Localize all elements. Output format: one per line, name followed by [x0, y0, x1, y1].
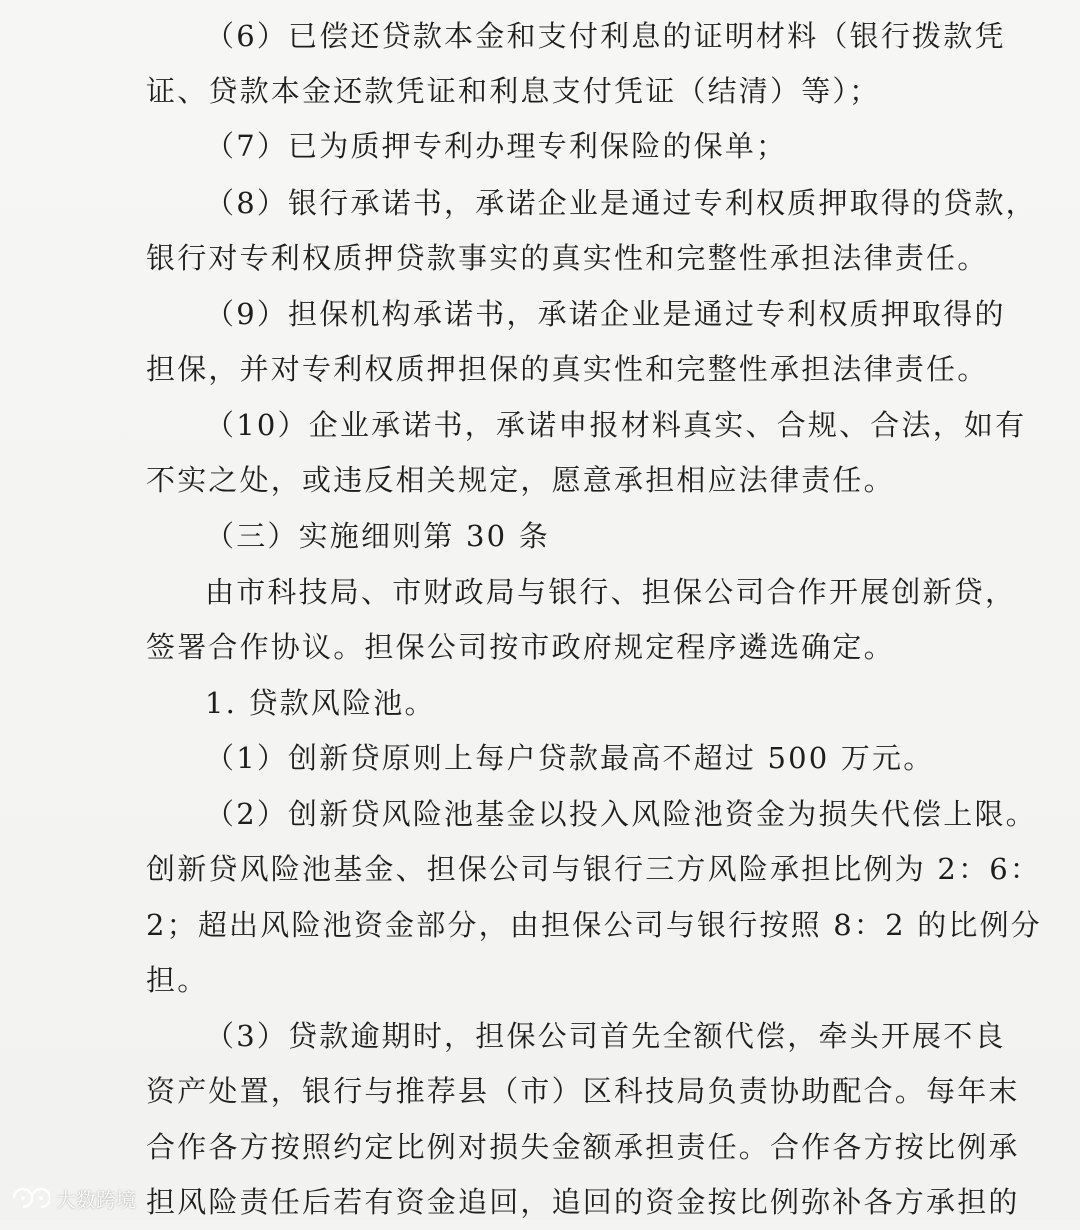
text-line: [0, 730, 1080, 786]
text-line-content: （7）已为质押专利办理专利保险的保单；: [205, 129, 788, 163]
text-line-content: 不实之处，或违反相关规定，愿意承担相应法律责任。: [146, 463, 895, 497]
text-line-content: 1. 贷款风险池。: [205, 686, 436, 720]
watermark-text: 大数跨境: [56, 1187, 136, 1212]
text-line-content: 创新贷风险池基金、担保公司与银行三方风险承担比例为 2：6：: [146, 852, 1042, 886]
text-line: [0, 786, 1080, 842]
text-line-content: 担保，并对专利权质押担保的真实性和完整性承担法律责任。: [146, 352, 989, 386]
text-line-content: （10）企业承诺书，承诺申报材料真实、合规、合法，如有: [205, 408, 1027, 442]
text-line: [0, 897, 1080, 953]
text-line-content: 由市科技局、市财政局与银行、担保公司合作开展创新贷，: [205, 575, 1017, 609]
text-line-content: 银行对专利权质押贷款事实的真实性和完整性承担法律责任。: [146, 241, 989, 275]
watermark: [10, 1182, 136, 1214]
text-line-content: （6）已偿还贷款本金和支付利息的证明材料（银行拨款凭: [205, 19, 1006, 53]
text-line-content: （1）创新贷原则上每户贷款最高不超过 500 万元。: [205, 741, 935, 775]
text-line: [0, 1063, 1080, 1119]
text-line: [0, 1119, 1080, 1175]
text-line-content: （三）实施细则第 30 条: [205, 519, 550, 553]
text-line: [0, 63, 1080, 119]
text-line-content: （8）银行承诺书，承诺企业是通过专利权质押取得的贷款，: [205, 186, 1037, 220]
text-line-content: 担风险责任后若有资金追回，追回的资金按比例弥补各方承担的: [146, 1185, 1020, 1219]
text-line: [0, 118, 1080, 174]
text-line: [0, 175, 1080, 231]
text-line: [0, 675, 1080, 731]
text-line-content: （2）创新贷风险池基金以投入风险池资金为损失代偿上限。: [205, 797, 1037, 831]
text-line-content: 资产处置，银行与推荐县（市）区科技局负责协助配合。每年末: [146, 1074, 1020, 1108]
text-line: [0, 1008, 1080, 1064]
text-line: [0, 1174, 1080, 1230]
text-line: [0, 230, 1080, 286]
text-line: [0, 452, 1080, 508]
text-line: [0, 619, 1080, 675]
text-line-content: 证、贷款本金还款凭证和利息支付凭证（结清）等）；: [146, 74, 881, 108]
text-line: [0, 8, 1080, 64]
text-line: [0, 508, 1080, 564]
text-line-content: 2；超出风险池资金部分，由担保公司与银行按照 8：2 的比例分: [146, 908, 1042, 942]
text-line: [0, 952, 1080, 1008]
text-line-content: 签署合作协议。担保公司按市政府规定程序遴选确定。: [146, 630, 895, 664]
text-line: [0, 341, 1080, 397]
text-line: [0, 286, 1080, 342]
brand-logo-icon: [10, 1185, 50, 1211]
text-line: [0, 397, 1080, 453]
text-line-content: 合作各方按照约定比例对损失金额承担责任。合作各方按比例承: [146, 1130, 1020, 1164]
text-line: [0, 841, 1080, 897]
text-line: [0, 564, 1080, 620]
text-line-content: 担。: [146, 963, 209, 997]
text-line-content: （9）担保机构承诺书，承诺企业是通过专利权质押取得的: [205, 297, 1006, 331]
text-line-content: （3）贷款逾期时，担保公司首先全额代偿，牵头开展不良: [205, 1019, 1006, 1053]
